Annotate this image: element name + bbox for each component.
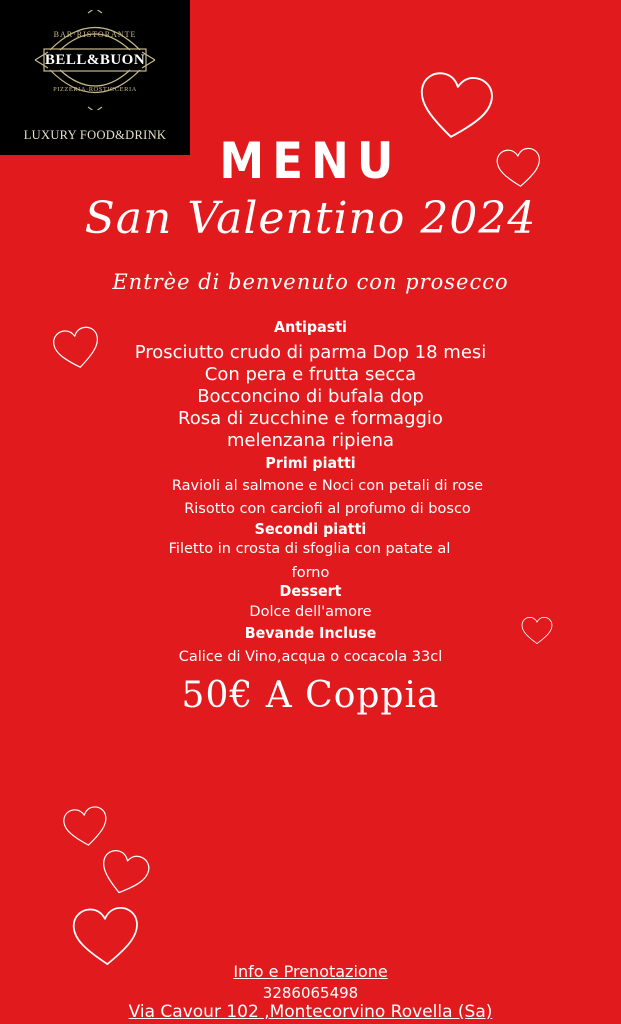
dish-antipasti-3: Bocconcino di bufala dop (197, 386, 424, 407)
dish-bevande-1: Calice di Vino,acqua o cocacola 33cl (178, 649, 443, 665)
heart-icon (52, 326, 102, 372)
heart-icon (415, 70, 495, 145)
info-link[interactable]: Info e Prenotazione (233, 962, 388, 981)
heart-icon (495, 146, 543, 191)
dish-primi-1: Ravioli al salmone e Noci con petali di rose (171, 478, 484, 494)
dish-secondi-2: forno (291, 565, 330, 581)
heart-icon (62, 805, 110, 850)
phone-number[interactable]: 3286065498 (262, 984, 359, 1002)
dish-secondi-1: Filetto in crosta di sfoglia con patate al (168, 541, 451, 557)
dish-antipasti-1: Prosciutto crudo di parma Dop 18 mesi (134, 342, 487, 363)
logo-top-text: BAR·RISTORANTE (53, 30, 137, 39)
logo-tagline: LUXURY FOOD&DRINK (23, 128, 167, 142)
section-title-secondi: Secondi piatti (254, 520, 367, 538)
dish-antipasti-2: Con pera e frutta secca (204, 364, 417, 385)
dish-dessert-1: Dolce dell'amore (249, 604, 372, 620)
address-link[interactable]: Via Cavour 102 ,Montecorvino Rovella (Sa) (128, 1002, 493, 1022)
menu-title: MENU (219, 132, 402, 190)
section-title-bevande: Bevande Incluse (244, 624, 377, 642)
heart-icon (70, 905, 142, 970)
heart-icon (98, 850, 150, 898)
menu-subtitle: San Valentino 2024 (84, 193, 537, 244)
logo-brand: BELL&BUON (44, 52, 146, 68)
price: 50€ A Coppia (181, 675, 440, 716)
section-title-antipasti: Antipasti (274, 318, 347, 336)
dish-antipasti-4: Rosa di zucchine e formaggio (178, 408, 443, 429)
section-title-primi: Primi piatti (265, 454, 356, 472)
heart-icon (520, 615, 554, 647)
section-title-dessert: Dessert (279, 582, 342, 600)
logo-bottom-text: PIZZERIA·ROSTICCERIA (53, 86, 137, 93)
welcome-line: Entrèe di benvenuto con prosecco (112, 270, 509, 294)
dish-antipasti-5: melenzana ripiena (226, 430, 395, 451)
dish-primi-2: Risotto con carciofi al profumo di bosco (184, 501, 471, 517)
